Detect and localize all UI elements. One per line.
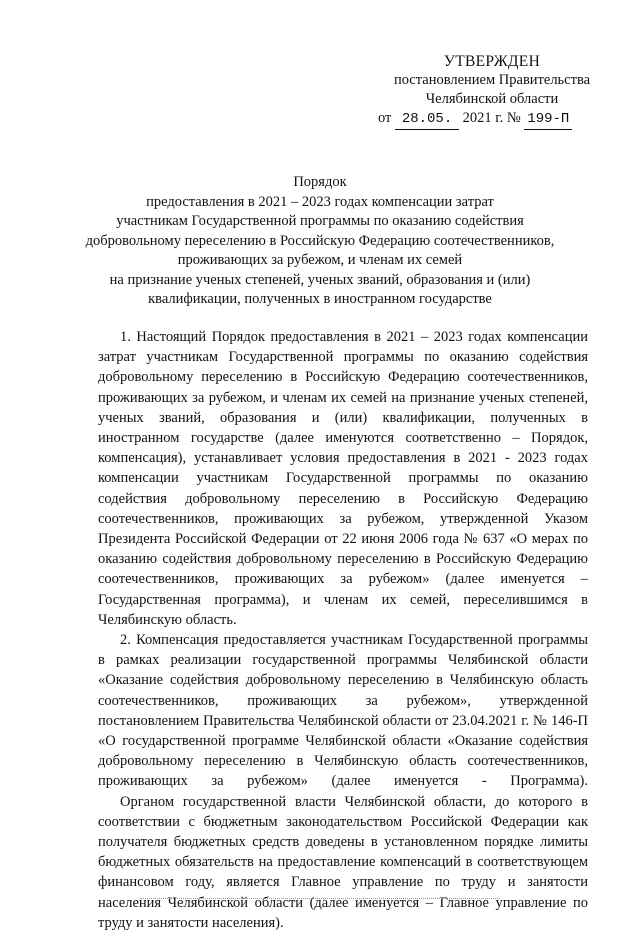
document-body bbox=[98, 327, 588, 933]
approval-line-1: постановлением Правительства bbox=[393, 72, 591, 88]
title-line: участникам Государственной программы по оказанию содействия bbox=[116, 213, 524, 229]
title-line: добровольному переселению в Российскую Федерацию соотечественников, bbox=[85, 232, 555, 249]
title-line: квалификации, полученных в иностранном государстве bbox=[148, 291, 492, 307]
paragraph-2: 2. Компенсация предоставляется участникам Государственной программы в рамках реализации государственной программы Челябинской области «Оказание содействия добровольному переселению в Челябинскую область соотечественников, проживающих за рубежом», утвержденной постановлением Правительства Челябинской области от 23.04.2021 г. № 146-П «О государственной программе Челябинской области «Оказание содействия добровольному переселению в Челябинскую область соотечественников, проживающих за рубежом» (далее именуется - Программа). bbox=[98, 632, 588, 790]
document-title bbox=[80, 173, 560, 310]
approval-line-2: Челябинской области bbox=[425, 91, 559, 107]
approval-status: УТВЕРЖДЕН bbox=[443, 53, 541, 70]
approval-date: 28.05. bbox=[395, 110, 459, 130]
paragraph-1: 1. Настоящий Порядок предоставления в 2021 – 2023 годах компенсации затрат участникам Государственной программы по оказанию содействия добровольному переселению в Российскую Федерацию соотечественников, проживающих за рубежом, и членам их семей на признание ученых степеней, ученых званий, образования и (или) квалификации, полученных в иностранном государстве (далее именуются соответственно – Порядок, компенсация), устанавливает условия предоставления в 2021 - 2023 годах компенсации участникам Государственной программы по оказанию содействия добровольному переселению в Российскую Федерацию соотечественников, проживающих за рубежом, утвержденной Указом Президента Российской Федерации от 22 июня 2006 года № 637 «О мерах по оказанию содействия добровольному переселению в Российскую Федерацию соотечественников, проживающих за рубежом» (далее именуется – Государственная программа), и членам их семей, переселившимся в Челябинскую область. bbox=[98, 329, 588, 628]
approval-block bbox=[372, 52, 612, 130]
title-line: предоставления в 2021 – 2023 годах компенсации затрат bbox=[146, 193, 494, 210]
approval-number: 199-П bbox=[524, 110, 572, 130]
page-bottom-rule bbox=[140, 898, 500, 899]
title-heading: Порядок bbox=[293, 174, 347, 190]
title-line: проживающих за рубежом, и членам их семей bbox=[177, 252, 463, 268]
paragraph-3: Органом государственной власти Челябинской области, до которого в соответствии с бюджетным законодательством Российской Федерации как получателя бюджетных средств доведены в установленном порядке лимиты бюджетных обязательств на предоставление компенсаций в соответствующем финансовом году, является Главное управление по труду и занятости населения Челябинской области (далее именуется – Главное управление по труду и занятости населения). bbox=[98, 793, 588, 931]
approval-from-prefix: от bbox=[378, 110, 392, 126]
title-line: на признание ученых степеней, ученых званий, образования и (или) bbox=[109, 271, 531, 288]
approval-year-suffix: 2021 г. № bbox=[462, 110, 521, 126]
approval-date-number-line bbox=[372, 109, 612, 130]
